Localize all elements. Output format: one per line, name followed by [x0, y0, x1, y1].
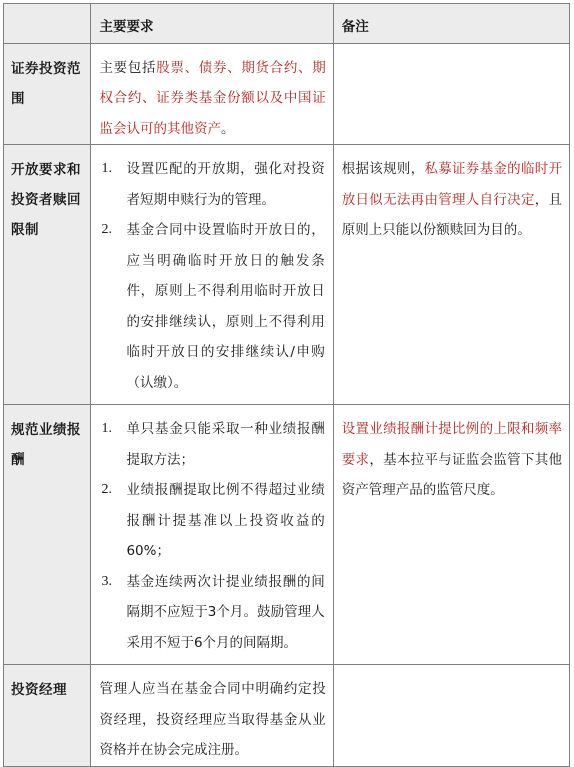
table-row: [4, 405, 570, 665]
table-row: [4, 665, 570, 767]
list-item: 2. 基金合同中设置临时开放日的，应当明确临时开放日的触发条件，原则上不得利用临时开放日的安排继续认，原则上不得利用临时开放日的安排继续认/申购（认缴）。: [101, 222, 325, 391]
row-title: 证券投资范围: [11, 60, 81, 107]
header-cell-notes: 备注: [333, 4, 569, 44]
header-cell-requirements: 主要要求: [91, 4, 333, 44]
header-row: [4, 4, 570, 44]
row-title: 规范业绩报酬: [11, 422, 81, 468]
row-title-cell: [4, 145, 91, 405]
requirement-text: 主要包括股票、债券、期货合约、期权合约、证券类基金份额以及中国证监会认可的其他资产。: [99, 59, 326, 137]
row-title-cell: [4, 43, 91, 145]
row-title-cell: [4, 405, 91, 665]
list-item: 1. 设置匹配的开放期，强化对投资者短期申赎行为的管理。: [101, 161, 325, 208]
requirement-cell: [91, 665, 333, 767]
note-cell: [333, 665, 569, 767]
table-row: [4, 145, 570, 405]
requirement-text: 管理人应当在基金合同中明确约定投资经理，投资经理应当取得基金从业资格并在协会完成注册。: [99, 681, 326, 758]
list-item: 2. 业绩报酬提取比例不得超过业绩报酬计提基准以上投资收益的60%；: [101, 482, 325, 559]
note-cell: [333, 405, 569, 665]
table-row: [4, 43, 570, 145]
header-cell-empty: [4, 4, 91, 44]
note-cell: [333, 43, 569, 145]
note-cell: [333, 145, 569, 405]
list-item: 1. 单只基金只能采取一种业绩报酬提取方法；: [101, 421, 325, 468]
note-text: 根据该规则，私募证券基金的临时开放日似无法再由管理人自行决定，且原则上只能以份额赎回为目的。: [341, 161, 563, 238]
requirement-cell: [91, 405, 333, 665]
row-title: 开放要求和投资者赎回限制: [11, 162, 81, 238]
requirement-cell: [91, 145, 333, 405]
requirement-list: [91, 405, 332, 664]
requirement-list: [91, 145, 332, 404]
row-title-cell: [4, 665, 91, 767]
requirement-cell: [91, 43, 333, 145]
row-title: 投资经理: [11, 682, 67, 698]
list-item: 3. 基金连续两次计提业绩报酬的间隔期不应短于3个月。鼓励管理人采用不短于6个月的间隔期。: [101, 573, 325, 651]
regulation-table: [3, 3, 570, 767]
note-text: 设置业绩报酬计提比例的上限和频率要求，基本拉平与证监会监管下其他资产管理产品的监管尺度。: [341, 421, 563, 498]
